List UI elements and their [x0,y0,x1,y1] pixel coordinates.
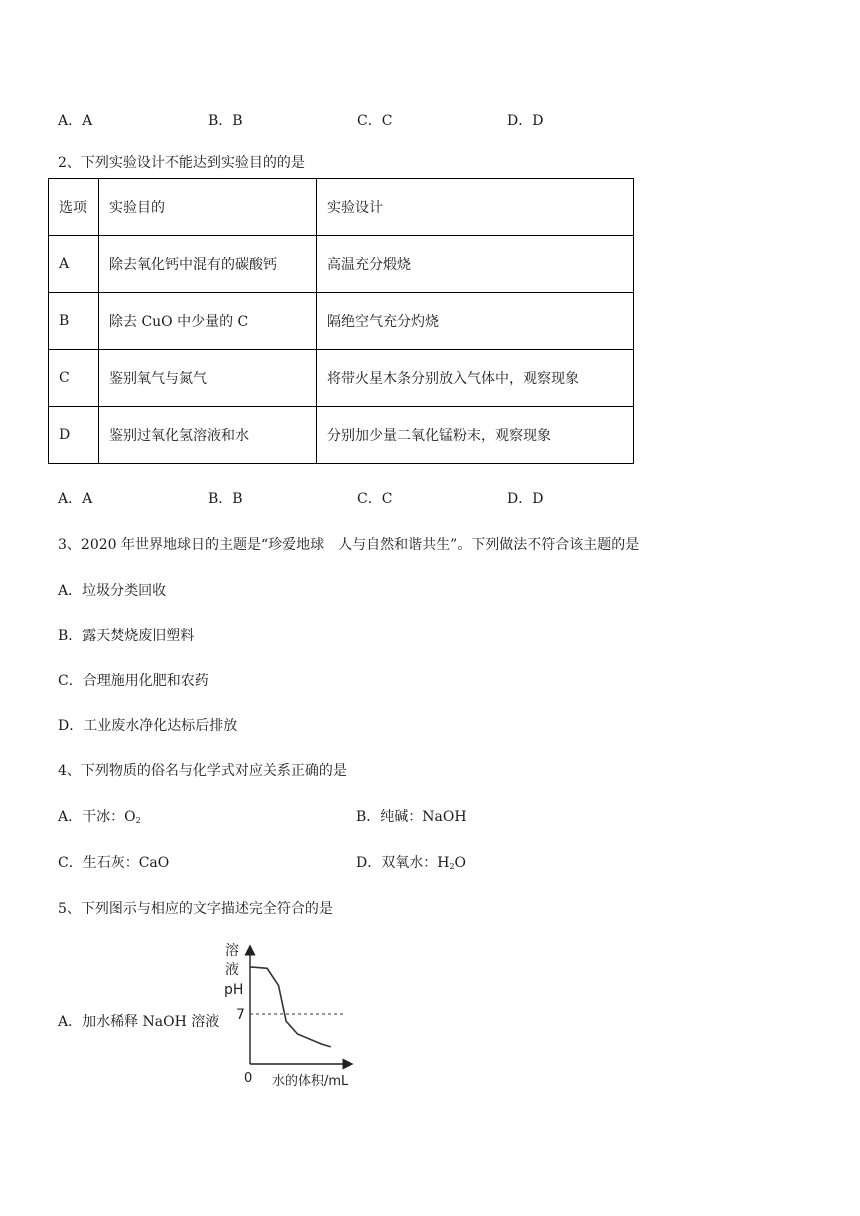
q5-title: 5、下列图示与相应的文字描述完全符合的是 [58,901,333,917]
q2-option-c: C．C [357,491,393,507]
q4-option-a-text: A．干冰：O [58,809,136,825]
y-axis-label-line-2: 液 [225,962,239,978]
y-tick-label-7: 7 [236,1007,245,1023]
q5-option-a: A．加水稀释 NaOH 溶液 [58,1014,220,1030]
q3-option-b: B．露天焚烧废旧塑料 [58,628,195,644]
q3-option-a: A．垃圾分类回收 [58,583,167,599]
row-d-design: 分别加少量二氧化锰粉末，观察现象 [317,407,634,464]
table-header-row [49,179,634,236]
header-design: 实验设计 [317,179,634,236]
row-a-design: 高温充分煅烧 [317,236,634,293]
q1-option-b: B．B [208,113,243,129]
row-d-option: D [49,407,99,464]
y-axis-label-line-1: 溶 [225,943,239,959]
q2-option-b: B．B [208,491,243,507]
q3-option-d: D．工业废水净化达标后排放 [58,718,238,734]
q2-title: 2、下列实验设计不能达到实验目的的是 [58,155,305,171]
q3-title: 3、2020 年世界地球日的主题是“珍爱地球 人与自然和谐共生”。下列做法不符合该主题的是 [58,537,640,553]
y-axis-label-line-3: pH [224,982,244,998]
row-c-purpose: 鉴别氧气与氮气 [99,350,317,407]
q4-option-a-subscript: 2 [135,816,141,825]
header-purpose: 实验目的 [99,179,317,236]
q4-option-d-text: D．双氧水：H [356,855,450,871]
ph-dilution-chart [220,940,370,1090]
q1-option-d: D．D [507,113,544,129]
q2-table [48,178,634,464]
row-b-design: 隔绝空气充分灼烧 [317,293,634,350]
table-row [49,407,634,464]
origin-label: 0 [244,1071,253,1086]
header-option: 选项 [49,179,99,236]
row-a-purpose: 除去氧化钙中混有的碳酸钙 [99,236,317,293]
q4-option-a [58,806,141,826]
table-row [49,236,634,293]
q4-title: 4、下列物质的俗名与化学式对应关系正确的是 [58,763,347,779]
row-c-option: C [49,350,99,407]
row-a-option: A [49,236,99,293]
q1-option-a: A．A [58,113,93,129]
q1-option-c: C．C [357,113,393,129]
row-c-design: 将带火星木条分别放入气体中，观察现象 [317,350,634,407]
q4-option-d-suffix: O [454,855,467,871]
table-row [49,293,634,350]
q2-option-d: D．D [507,491,544,507]
ph-curve [250,967,331,1047]
row-b-purpose: 除去 CuO 中少量的 C [99,293,317,350]
row-d-purpose: 鉴别过氧化氢溶液和水 [99,407,317,464]
q4-option-b: B．纯碱：NaOH [356,809,467,825]
q3-option-c: C．合理施用化肥和农药 [58,673,209,689]
row-b-option: B [49,293,99,350]
table-row [49,350,634,407]
q4-option-c: C．生石灰：CaO [58,855,170,871]
q4-option-d [356,852,466,872]
x-axis-label: 水的体积/mL [272,1074,349,1089]
q2-option-a: A．A [58,491,93,507]
q4-option-d-subscript: 2 [449,862,455,871]
